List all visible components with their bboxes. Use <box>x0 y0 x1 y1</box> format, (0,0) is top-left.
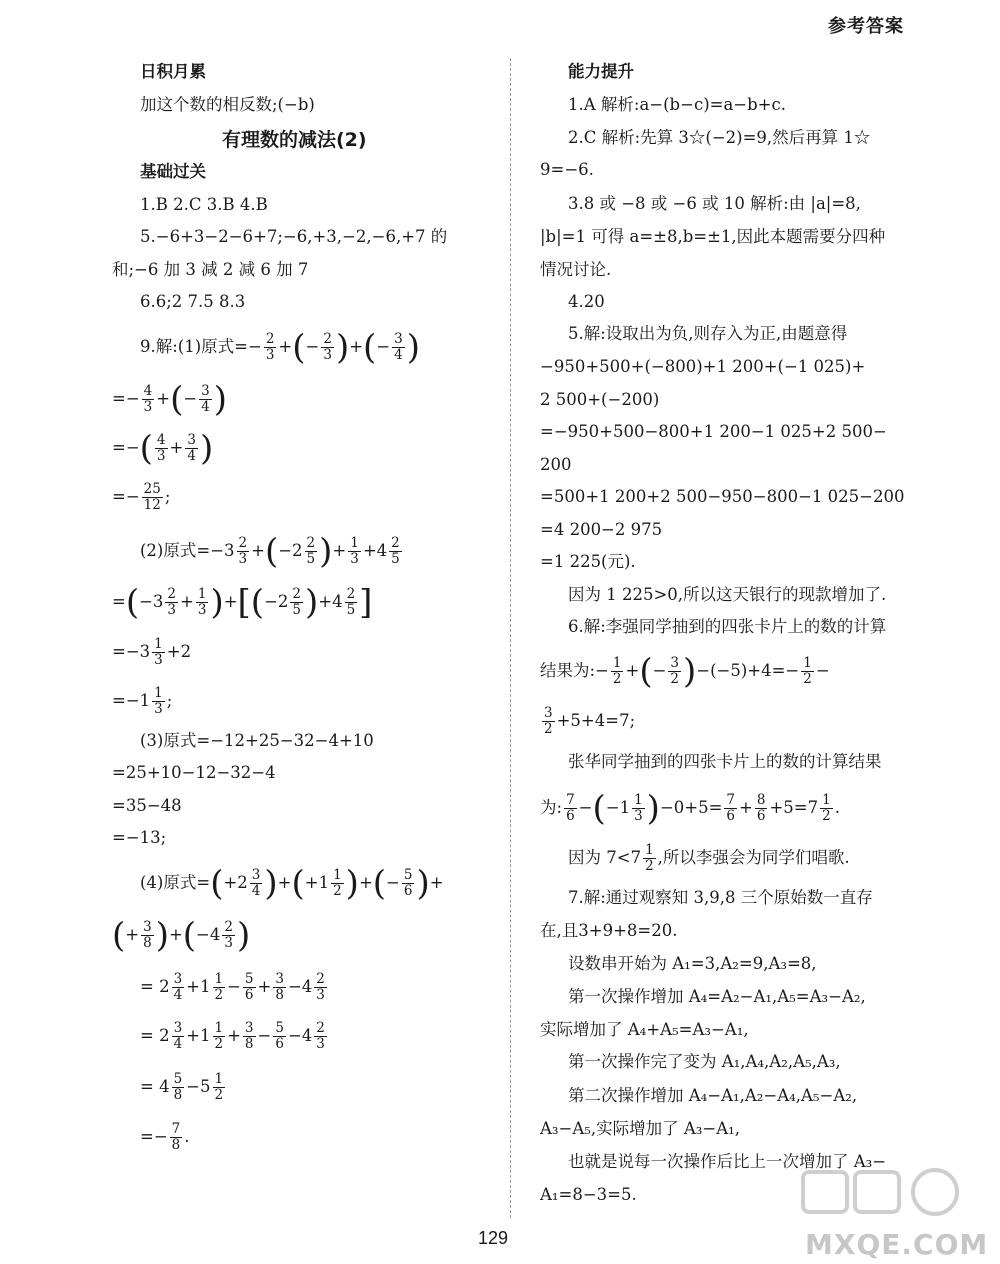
equation-line: 为: $\frac{7}{6}$ −(−1 $\frac{1}{3}$ )−0+5= $\frac{7}{6}$ + $\frac{8}{6}$ +5=7 $\frac{1}{2}$ . <box>540 788 840 829</box>
answer-line: 加这个数的相反数;(−b) <box>140 95 315 114</box>
answer-line: =−950+500−800+1 200−1 025+2 500− <box>540 422 887 441</box>
answer-line: =25+10−12−32−4 <box>112 763 276 782</box>
equation-line: (2)原式=−3 $\frac{2}{3}$ +(−2 $\frac{2}{5}$ )+ $\frac{1}{3}$ +4 $\frac{2}{5}$ <box>140 531 400 572</box>
equation-line: 9.解:(1)原式=− $\frac{2}{3}$ +(− $\frac{2}{3}$ )+(− $\frac{3}{4}$ ) <box>140 327 420 368</box>
equation-line: (4)原式=(+2 $\frac{3}{4}$ )+(+1 $\frac{1}{2}$ )+(− $\frac{5}{6}$ )+ <box>140 863 444 904</box>
answer-line: −950+500+(−800)+1 200+(−1 025)+ <box>540 357 866 376</box>
section-heading: 基础过关 <box>140 162 206 181</box>
answer-line: 也就是说每一次操作后比上一次增加了 A₃− <box>568 1152 887 1171</box>
answer-line: 实际增加了 A₄+A₅=A₃−A₁, <box>540 1020 749 1039</box>
answer-line: 4.20 <box>568 292 605 311</box>
answer-line: 张华同学抽到的四张卡片上的数的计算结果 <box>568 752 882 771</box>
answer-line: 在,且3+9+8=20. <box>540 921 678 940</box>
answer-line: =35−48 <box>112 796 182 815</box>
answer-line: (3)原式=−12+25−32−4+10 <box>140 731 374 750</box>
equation-line: =−( $\frac{4}{3}$ + $\frac{3}{4}$ ) <box>112 428 214 469</box>
answer-line: 情况讨论. <box>540 260 612 279</box>
equation-line: = 2 $\frac{3}{4}$ +1 $\frac{1}{2}$ + $\frac{3}{8}$ − $\frac{5}{6}$ −4 $\frac{2}{3}$ <box>140 1020 325 1052</box>
answer-line: 设数串开始为 A₁=3,A₂=9,A₃=8, <box>568 954 817 973</box>
lesson-title: 有理数的减法(2) <box>222 129 367 151</box>
equation-line: =−3 $\frac{1}{3}$ +2 <box>112 636 192 668</box>
page-header: 参考答案 <box>828 16 904 37</box>
answer-line: =1 225(元). <box>540 552 636 571</box>
answer-line: 第一次操作完了变为 A₁,A₄,A₂,A₅,A₃, <box>568 1052 841 1071</box>
answer-line: =4 200−2 975 <box>540 520 663 539</box>
section-heading: 能力提升 <box>568 62 634 81</box>
answer-line: 1.B 2.C 3.B 4.B <box>140 195 268 214</box>
equation-line: = 4 $\frac{5}{8}$ −5 $\frac{1}{2}$ <box>140 1071 224 1103</box>
answer-line: 7.解:通过观察知 3,9,8 三个原始数一直存 <box>568 888 873 907</box>
equation-line: 结果为:− $\frac{1}{2}$ +(− $\frac{3}{2}$ )−(−5)+4=− $\frac{1}{2}$ − <box>540 651 830 692</box>
equation-line: 因为 7<7 $\frac{1}{2}$ ,所以李强会为同学们唱歌. <box>568 842 850 874</box>
answer-line: 6.解:李强同学抽到的四张卡片上的数的计算 <box>568 617 887 636</box>
equation-line: =− $\frac{7}{8}$ . <box>140 1121 190 1153</box>
section-heading: 日积月累 <box>140 62 206 81</box>
answer-line: 9=−6. <box>540 160 594 179</box>
equation-line: =− $\frac{25}{12}$ ; <box>112 481 171 513</box>
answer-line: 第一次操作增加 A₄=A₂−A₁,A₅=A₃−A₂, <box>568 987 866 1006</box>
equation-line: =−1 $\frac{1}{3}$ ; <box>112 685 173 717</box>
answer-line: =500+1 200+2 500−950−800−1 025−200 <box>540 487 905 506</box>
answer-line: 第二次操作增加 A₄−A₁,A₂−A₄,A₅−A₂, <box>568 1086 858 1105</box>
answer-line: 5.解:设取出为负,则存入为正,由题意得 <box>568 324 848 343</box>
answer-line: 3.8 或 −8 或 −6 或 10 解析:由 |a|=8, <box>568 194 861 213</box>
answer-line: 5.−6+3−2−6+7;−6,+3,−2,−6,+7 的 <box>140 227 448 246</box>
equation-line: = 2 $\frac{3}{4}$ +1 $\frac{1}{2}$ − $\frac{5}{6}$ + $\frac{3}{8}$ −4 $\frac{2}{3}$ <box>140 971 325 1003</box>
equation-line: (+ $\frac{3}{8}$ )+(−4 $\frac{2}{3}$ ) <box>112 915 251 956</box>
answer-line: 2 500+(−200) <box>540 390 660 409</box>
answer-line: 因为 1 225>0,所以这天银行的现款增加了. <box>568 585 887 604</box>
answer-line: |b|=1 可得 a=±8,b=±1,因此本题需要分四种 <box>540 227 886 246</box>
answer-line: 6.6;2 7.5 8.3 <box>140 292 246 311</box>
watermark-text: MXQE.COM <box>805 1228 989 1261</box>
answer-line: =−13; <box>112 828 167 847</box>
answer-line: 2.C 解析:先算 3☆(−2)=9,然后再算 1☆ <box>568 128 871 147</box>
equation-line: =− $\frac{4}{3}$ +(− $\frac{3}{4}$ ) <box>112 379 228 420</box>
answer-line: 和;−6 加 3 减 2 减 6 加 7 <box>112 260 309 279</box>
answer-line: A₁=8−3=5. <box>540 1185 637 1204</box>
page-number: 129 <box>478 1228 509 1248</box>
answer-line: A₃−A₅,实际增加了 A₃−A₁, <box>540 1119 741 1138</box>
column-divider <box>510 58 511 1218</box>
answer-line: 200 <box>540 455 572 474</box>
answer-line: 1.A 解析:a−(b−c)=a−b+c. <box>568 95 786 114</box>
equation-line: =(−3 $\frac{2}{3}$ + $\frac{1}{3}$ )+[(−2 $\frac{2}{5}$ )+4 $\frac{2}{5}$ ] <box>112 582 373 623</box>
equation-line: $\frac{3}{2}$ +5+4=7; <box>544 705 636 737</box>
